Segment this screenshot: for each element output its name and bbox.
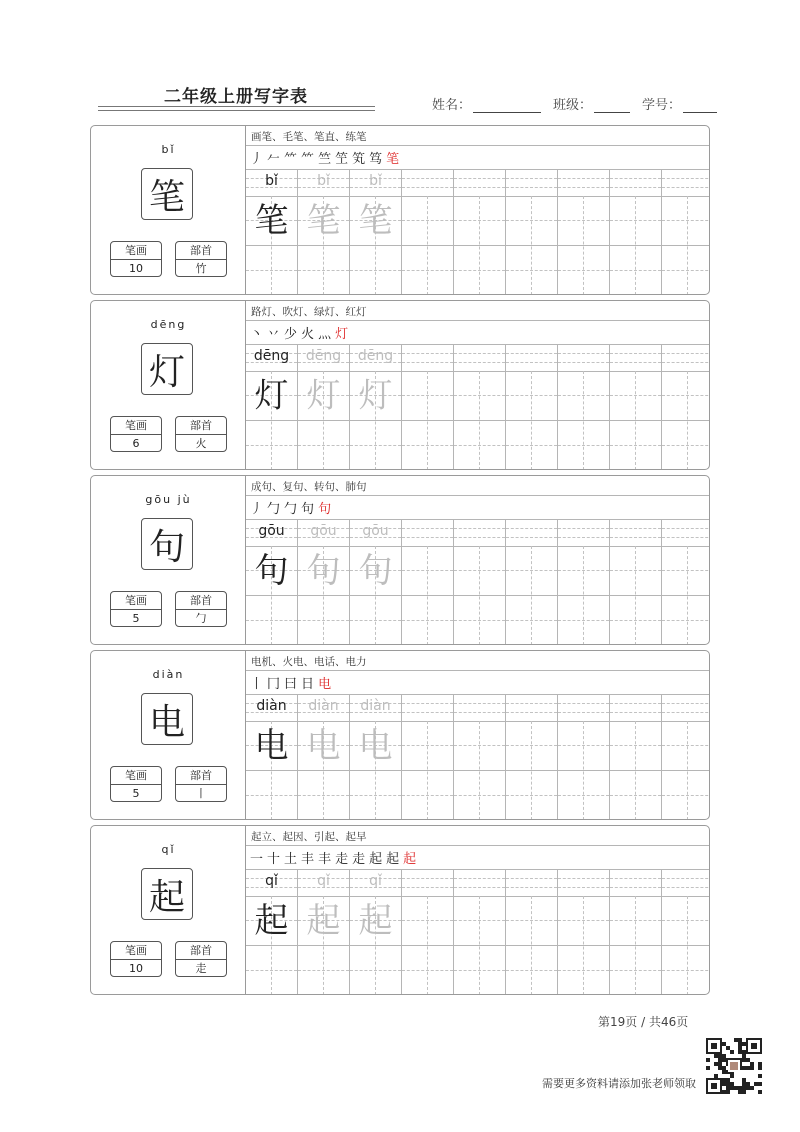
- name-label: 姓名：: [432, 98, 472, 113]
- title-underline-2: [98, 110, 375, 111]
- practice-character: 句: [306, 551, 341, 591]
- stroke-count-box: [110, 941, 162, 977]
- stroke-count-value: 5: [132, 612, 140, 625]
- stroke-step: 丰: [301, 851, 315, 867]
- practice-cell[interactable]: [298, 695, 350, 820]
- student-info: [432, 94, 717, 113]
- practice-pinyin: diàn: [256, 698, 287, 714]
- practice-character: 灯: [306, 376, 341, 416]
- practice-pinyin: dēng: [357, 348, 394, 364]
- character-pinyin: dēng: [150, 318, 187, 331]
- character-card: [90, 300, 710, 470]
- practice-character: 句: [358, 551, 393, 591]
- stroke-step: 笁: [335, 151, 349, 167]
- stroke-count-label: 笔画: [111, 942, 161, 960]
- practice-pinyin: diàn: [360, 698, 391, 714]
- stroke-step: 起: [403, 851, 417, 867]
- stroke-count-box: [110, 766, 162, 802]
- name-field[interactable]: [432, 94, 541, 113]
- stroke-step: 走: [352, 851, 366, 867]
- practice-character: 灯: [254, 376, 289, 416]
- stroke-order: [250, 496, 331, 518]
- character-card: [90, 475, 710, 645]
- radical-box: [175, 766, 227, 802]
- radical-label: 部首: [176, 942, 226, 960]
- qr-code: [706, 1038, 762, 1094]
- stroke-step: 丨: [250, 676, 264, 692]
- stroke-step: 冂: [267, 676, 281, 692]
- stroke-count-label: 笔画: [111, 242, 161, 260]
- character-glyph: 起: [141, 868, 193, 920]
- stroke-count-value: 5: [132, 787, 140, 800]
- practice-cell[interactable]: [662, 695, 710, 820]
- practice-cell[interactable]: [298, 520, 350, 645]
- radical-label: 部首: [176, 767, 226, 785]
- stroke-count-box: [110, 416, 162, 452]
- practice-pinyin: qǐ: [317, 873, 330, 889]
- practice-cell[interactable]: [246, 695, 298, 820]
- vocabulary-words: 电机、火电、电话、电力: [251, 656, 367, 668]
- stroke-step: 十: [267, 851, 281, 867]
- character-pinyin: bǐ: [161, 143, 176, 156]
- character-summary: [91, 126, 246, 294]
- stroke-step: 句: [318, 501, 332, 517]
- student-number-field[interactable]: [642, 94, 717, 113]
- radical-value: 走: [195, 962, 207, 975]
- practice-character: 句: [254, 551, 289, 591]
- practice-character: 电: [358, 726, 393, 766]
- vocabulary-words: 路灯、吹灯、绿灯、红灯: [251, 306, 367, 318]
- practice-pinyin: dēng: [253, 348, 290, 364]
- stroke-step: 笔: [386, 151, 400, 167]
- stroke-count-label: 笔画: [111, 417, 161, 435]
- student-number-label: 学号：: [642, 98, 682, 113]
- stroke-count-value: 10: [129, 962, 143, 975]
- stroke-step: 曰: [284, 676, 298, 692]
- stroke-step: 灬: [318, 326, 332, 342]
- stroke-step: 丿: [250, 501, 264, 517]
- practice-cell[interactable]: [350, 870, 402, 995]
- practice-cell[interactable]: [610, 695, 662, 820]
- stroke-step: 竺: [318, 151, 332, 167]
- practice-cell[interactable]: [558, 520, 610, 645]
- page-title: 二年级上册写字表: [164, 87, 308, 107]
- stroke-step: ⺮: [301, 151, 315, 167]
- practice-character: 灯: [358, 376, 393, 416]
- practice-grid: [246, 170, 709, 294]
- practice-pinyin: gōu: [362, 523, 389, 539]
- stroke-order: [250, 671, 331, 693]
- practice-cell[interactable]: [610, 170, 662, 295]
- character-pinyin: diàn: [152, 668, 185, 681]
- practice-character: 起: [358, 901, 393, 941]
- footer-note: 需要更多资料请添加张老师领取: [542, 1077, 696, 1090]
- practice-character: 笔: [306, 201, 341, 241]
- practice-cell[interactable]: [350, 520, 402, 645]
- character-summary: [91, 476, 246, 644]
- stroke-step: 丰: [318, 851, 332, 867]
- practice-character: 笔: [254, 201, 289, 241]
- practice-cell[interactable]: [402, 345, 454, 470]
- practice-cell[interactable]: [506, 695, 558, 820]
- radical-value: 勹: [195, 612, 207, 625]
- practice-character: 电: [254, 726, 289, 766]
- stroke-count-box: [110, 591, 162, 627]
- stroke-step: 一: [250, 851, 264, 867]
- practice-pinyin: qǐ: [369, 873, 382, 889]
- practice-pinyin: bǐ: [317, 173, 330, 189]
- practice-cell[interactable]: [298, 870, 350, 995]
- student-number-blank[interactable]: [683, 98, 717, 113]
- stroke-step: 土: [284, 851, 298, 867]
- stroke-step: 勹: [284, 501, 298, 517]
- radical-value: 火: [195, 437, 207, 450]
- practice-character: 起: [254, 901, 289, 941]
- practice-pinyin: gōu: [310, 523, 337, 539]
- stroke-step: 少: [284, 326, 298, 342]
- stroke-step: 火: [301, 326, 315, 342]
- stroke-order: [250, 846, 416, 868]
- practice-cell[interactable]: [558, 870, 610, 995]
- practice-cell[interactable]: [558, 170, 610, 295]
- practice-cell[interactable]: [454, 695, 506, 820]
- stroke-count-value: 10: [129, 262, 143, 275]
- character-pinyin: gōu jù: [145, 493, 192, 506]
- radical-value: 丨: [195, 787, 207, 800]
- practice-cell[interactable]: [246, 870, 298, 995]
- character-glyph: 笔: [141, 168, 193, 220]
- stroke-step: 笂: [352, 151, 366, 167]
- stroke-step: 𠂉: [267, 151, 281, 167]
- practice-pinyin: dēng: [305, 348, 342, 364]
- class-field[interactable]: [553, 94, 630, 113]
- stroke-count-label: 笔画: [111, 767, 161, 785]
- character-glyph: 灯: [141, 343, 193, 395]
- practice-cell[interactable]: [402, 520, 454, 645]
- practice-cell[interactable]: [506, 870, 558, 995]
- vocabulary-words: 成句、复句、转句、肺句: [251, 481, 367, 493]
- stroke-count-box: [110, 241, 162, 277]
- practice-cell[interactable]: [506, 170, 558, 295]
- practice-cell[interactable]: [558, 345, 610, 470]
- radical-value: 竹: [195, 262, 207, 275]
- practice-cell[interactable]: [610, 870, 662, 995]
- vocabulary-words: 画笔、毛笔、笔直、练笔: [251, 131, 367, 143]
- stroke-order: [250, 321, 348, 343]
- stroke-count-label: 笔画: [111, 592, 161, 610]
- stroke-step: 丿: [250, 151, 264, 167]
- character-card: [90, 125, 710, 295]
- radical-box: [175, 416, 227, 452]
- radical-label: 部首: [176, 417, 226, 435]
- character-glyph: 电: [141, 693, 193, 745]
- practice-cell[interactable]: [662, 520, 710, 645]
- stroke-step: 电: [318, 676, 332, 692]
- stroke-step: 日: [301, 676, 315, 692]
- practice-cell[interactable]: [610, 345, 662, 470]
- practice-character: 起: [306, 901, 341, 941]
- stroke-step: 丶: [250, 326, 264, 342]
- character-summary: [91, 651, 246, 819]
- character-glyph: 句: [141, 518, 193, 570]
- character-pinyin: qǐ: [161, 843, 176, 856]
- practice-cell[interactable]: [454, 520, 506, 645]
- practice-cell[interactable]: [402, 870, 454, 995]
- practice-cell[interactable]: [350, 695, 402, 820]
- practice-cell[interactable]: [454, 345, 506, 470]
- practice-cell[interactable]: [454, 170, 506, 295]
- page-number: 第19页 / 共46页: [598, 1015, 689, 1029]
- radical-label: 部首: [176, 592, 226, 610]
- practice-cell[interactable]: [298, 345, 350, 470]
- practice-cell[interactable]: [350, 170, 402, 295]
- character-card: [90, 650, 710, 820]
- practice-cell[interactable]: [402, 170, 454, 295]
- practice-cell[interactable]: [454, 870, 506, 995]
- practice-cell[interactable]: [558, 695, 610, 820]
- stroke-step: 起: [386, 851, 400, 867]
- radical-box: [175, 591, 227, 627]
- practice-cell[interactable]: [662, 870, 710, 995]
- practice-cell[interactable]: [402, 695, 454, 820]
- practice-pinyin: bǐ: [369, 173, 382, 189]
- radical-box: [175, 941, 227, 977]
- character-card: [90, 825, 710, 995]
- practice-cell[interactable]: [246, 345, 298, 470]
- radical-label: 部首: [176, 242, 226, 260]
- stroke-step: 起: [369, 851, 383, 867]
- practice-cell[interactable]: [350, 345, 402, 470]
- practice-grid: [246, 345, 709, 469]
- practice-pinyin: qǐ: [265, 873, 278, 889]
- character-summary: [91, 301, 246, 469]
- stroke-step: 丷: [267, 326, 281, 342]
- stroke-step: 笃: [369, 151, 383, 167]
- stroke-step: 勹: [267, 501, 281, 517]
- practice-cell[interactable]: [506, 345, 558, 470]
- radical-box: [175, 241, 227, 277]
- class-blank[interactable]: [594, 98, 630, 113]
- title-underline: [98, 106, 375, 107]
- stroke-step: ⺮: [284, 151, 298, 167]
- stroke-count-value: 6: [132, 437, 140, 450]
- stroke-step: 灯: [335, 326, 349, 342]
- practice-character: 电: [306, 726, 341, 766]
- practice-grid: [246, 695, 709, 819]
- class-label: 班级：: [553, 98, 593, 113]
- stroke-order: [250, 146, 399, 168]
- practice-pinyin: diàn: [308, 698, 339, 714]
- practice-pinyin: gōu: [258, 523, 285, 539]
- stroke-step: 走: [335, 851, 349, 867]
- vocabulary-words: 起立、起因、引起、起早: [251, 831, 367, 843]
- practice-cell[interactable]: [610, 520, 662, 645]
- practice-grid: [246, 870, 709, 994]
- practice-grid: [246, 520, 709, 644]
- practice-cell[interactable]: [662, 345, 710, 470]
- name-blank[interactable]: [473, 98, 541, 113]
- practice-cell[interactable]: [246, 520, 298, 645]
- practice-cell[interactable]: [298, 170, 350, 295]
- practice-pinyin: bǐ: [265, 173, 278, 189]
- practice-cell[interactable]: [662, 170, 710, 295]
- practice-character: 笔: [358, 201, 393, 241]
- stroke-step: 句: [301, 501, 315, 517]
- character-summary: [91, 826, 246, 994]
- practice-cell[interactable]: [506, 520, 558, 645]
- practice-cell[interactable]: [246, 170, 298, 295]
